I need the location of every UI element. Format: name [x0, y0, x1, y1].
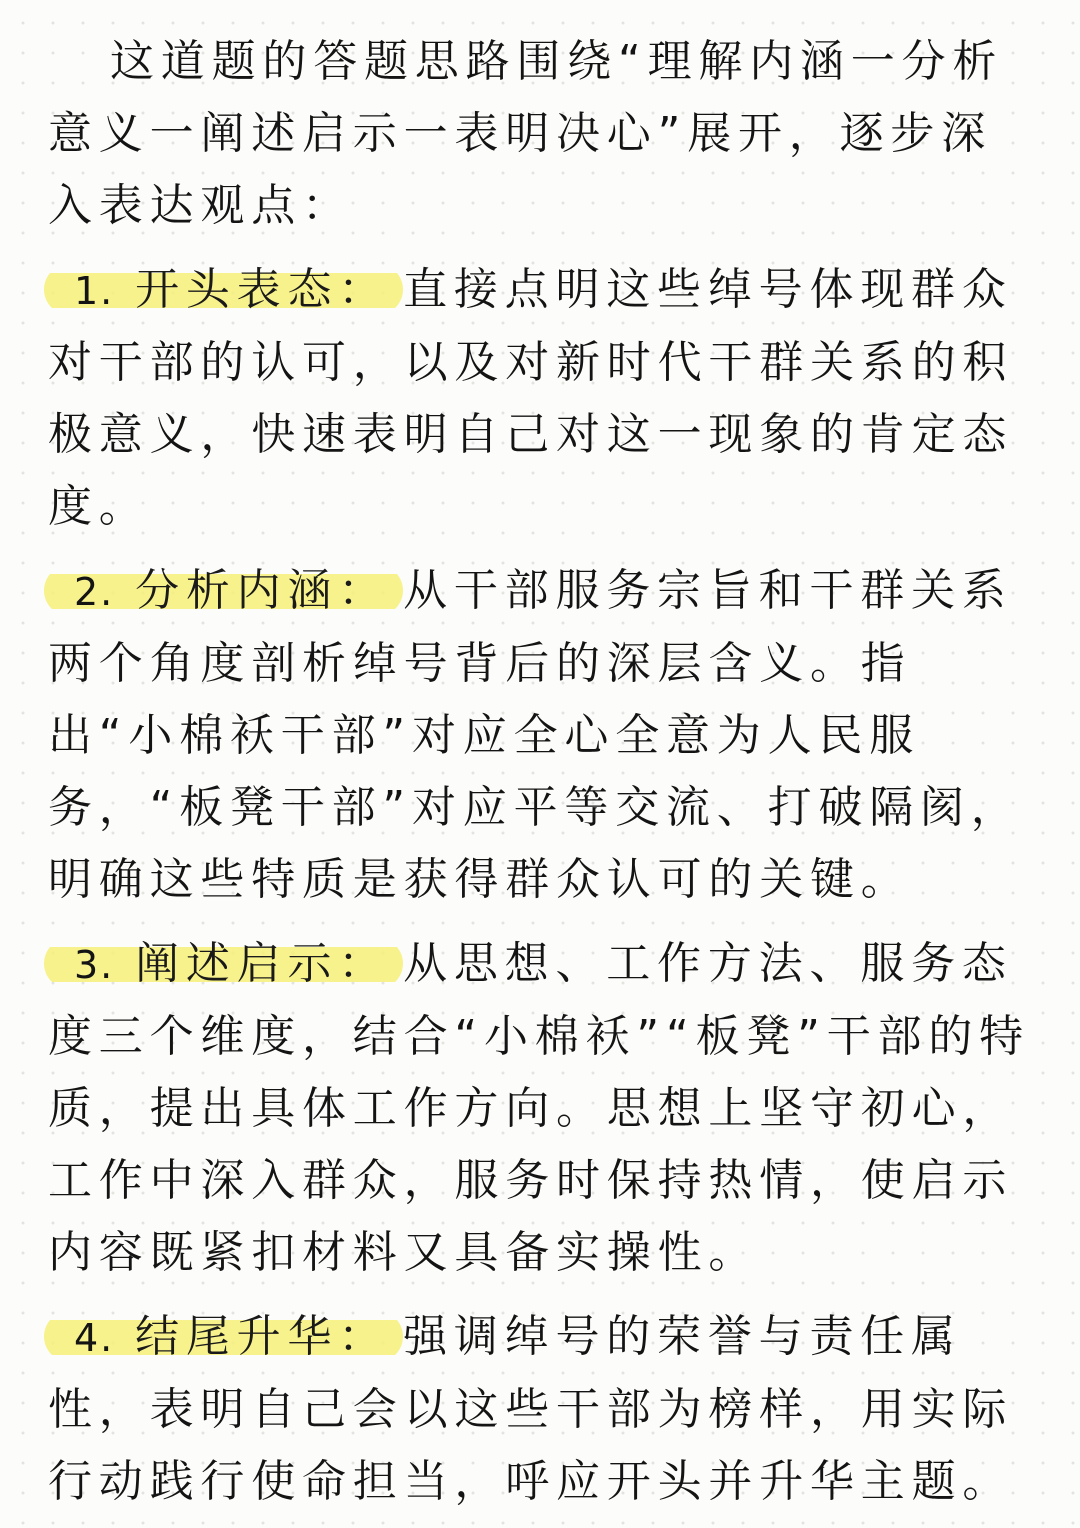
point-1-number: 1. — [74, 269, 115, 313]
point-2 — [48, 555, 1036, 916]
point-4-text: 强调绰号的荣誉与责任属性，表明自己会以这些干部为榜样，用实际行动践行使命担当，呼应开头并升华主题。 — [48, 1311, 1014, 1507]
point-4-heading: 结尾升华： — [135, 1311, 390, 1362]
point-3-text: 从思想、工作方法、服务态度三个维度，结合“小棉袄”“板凳”干部的特质，提出具体工作方向。思想上坚守初心，工作中深入群众，服务时保持热情，使启示内容既紧扣材料又具备实操性。 — [48, 938, 1030, 1278]
point-3-highlight — [44, 938, 403, 989]
point-4 — [48, 1301, 1036, 1518]
point-1 — [48, 254, 1036, 543]
point-1-highlight — [44, 264, 403, 315]
point-4-number: 4. — [74, 1316, 115, 1360]
point-2-heading: 分析内涵： — [135, 565, 390, 616]
point-4-highlight — [44, 1311, 403, 1362]
point-2-number: 2. — [74, 570, 115, 614]
intro-paragraph: 这道题的答题思路围绕“理解内涵一分析意义一阐述启示一表明决心”展开，逐步深入表达观点： — [48, 36, 1004, 231]
point-1-heading: 开头表态： — [135, 264, 390, 315]
point-3 — [48, 928, 1036, 1289]
point-2-text: 从干部服务宗旨和干群关系两个角度剖析绰号背后的深层含义。指出“小棉袄干部”对应全心全意为人民服务，“板凳干部”对应平等交流、打破隔阂，明确这些特质是获得群众认可的关键。 — [48, 565, 1022, 905]
point-1-text: 直接点明这些绰号体现群众对干部的认可，以及对新时代干群关系的积极意义，快速表明自己对这一现象的肯定态度。 — [48, 264, 1014, 532]
point-3-heading: 阐述启示： — [135, 938, 390, 989]
point-2-highlight — [44, 565, 403, 616]
point-3-number: 3. — [74, 943, 115, 987]
